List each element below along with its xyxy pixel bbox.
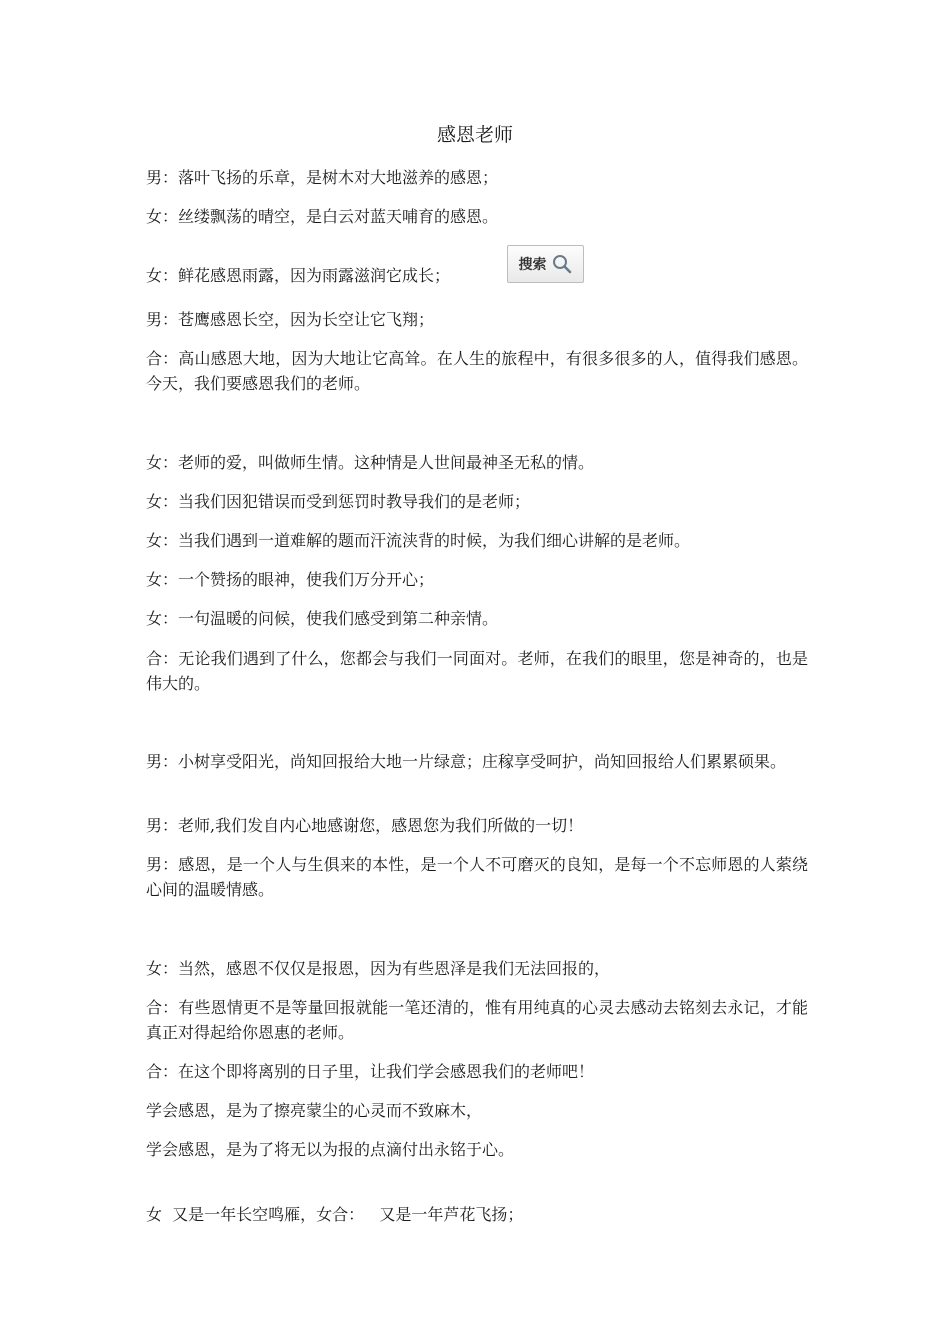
search-button[interactable] (507, 245, 584, 283)
paragraph: 合：无论我们遇到了什么，您都会与我们一同面对。老师，在我们的眼里，您是神奇的，也是伟大的。 (146, 649, 808, 693)
paragraph: 女：鲜花感恩雨露，因为雨露滋润它成长； (146, 266, 451, 285)
paragraph: 学会感恩，是为了擦亮蒙尘的心灵而不致麻木， (146, 1101, 483, 1120)
paragraph: 男：感恩，是一个人与生俱来的本性，是一个人不可磨灭的良知，是每一个不忘师恩的人萦绕心间的温暖情感。 (146, 855, 808, 899)
paragraph: 女：一句温暖的问候，使我们感受到第二种亲情。 (146, 609, 499, 628)
paragraph: 男：小树享受阳光，尚知回报给大地一片绿意；庄稼享受呵护，尚知回报给人们累累硕果。 (146, 752, 787, 771)
paragraph: 合：高山感恩大地，因为大地让它高耸。在人生的旅程中，有很多很多的人，值得我们感恩。今天，我们要感恩我们的老师。 (146, 349, 808, 393)
paragraph: 女：当我们遇到一道难解的题而汗流浃背的时候，为我们细心讲解的是老师。 (146, 531, 691, 550)
paragraph: 合：有些恩情更不是等量回报就能一笔还清的，惟有用纯真的心灵去感动去铭刻去永记，才能真正对得起给你恩惠的老师。 (146, 998, 808, 1042)
paragraph: 学会感恩，是为了将无以为报的点滴付出永铭于心。 (146, 1140, 515, 1159)
magnifier-icon (551, 253, 573, 275)
paragraph: 女 又是一年长空鸣雁，女合： 又是一年芦花飞扬； (146, 1205, 524, 1224)
paragraph: 女：当我们因犯错误而受到惩罚时教导我们的是老师； (146, 492, 531, 511)
paragraph: 男：老师,我们发自内心地感谢您，感恩您为我们所做的一切！ (146, 816, 584, 835)
paragraph: 男：苍鹰感恩长空，因为长空让它飞翔； (146, 310, 435, 329)
paragraph: 女：当然，感恩不仅仅是报恩，因为有些恩泽是我们无法回报的， (146, 959, 611, 978)
search-button-label: 搜索 (518, 257, 547, 273)
paragraph: 合：在这个即将离别的日子里，让我们学会感恩我们的老师吧！ (146, 1062, 595, 1081)
paragraph: 女：一个赞扬的眼神，使我们万分开心； (146, 570, 435, 589)
paragraph: 女：丝缕飘荡的晴空，是白云对蓝天哺育的感恩。 (146, 207, 499, 226)
document-title: 感恩老师 (436, 124, 513, 146)
paragraph: 男：落叶飞扬的乐章，是树木对大地滋养的感恩； (146, 168, 499, 187)
paragraph: 女：老师的爱，叫做师生情。这种情是人世间最神圣无私的情。 (146, 453, 595, 472)
